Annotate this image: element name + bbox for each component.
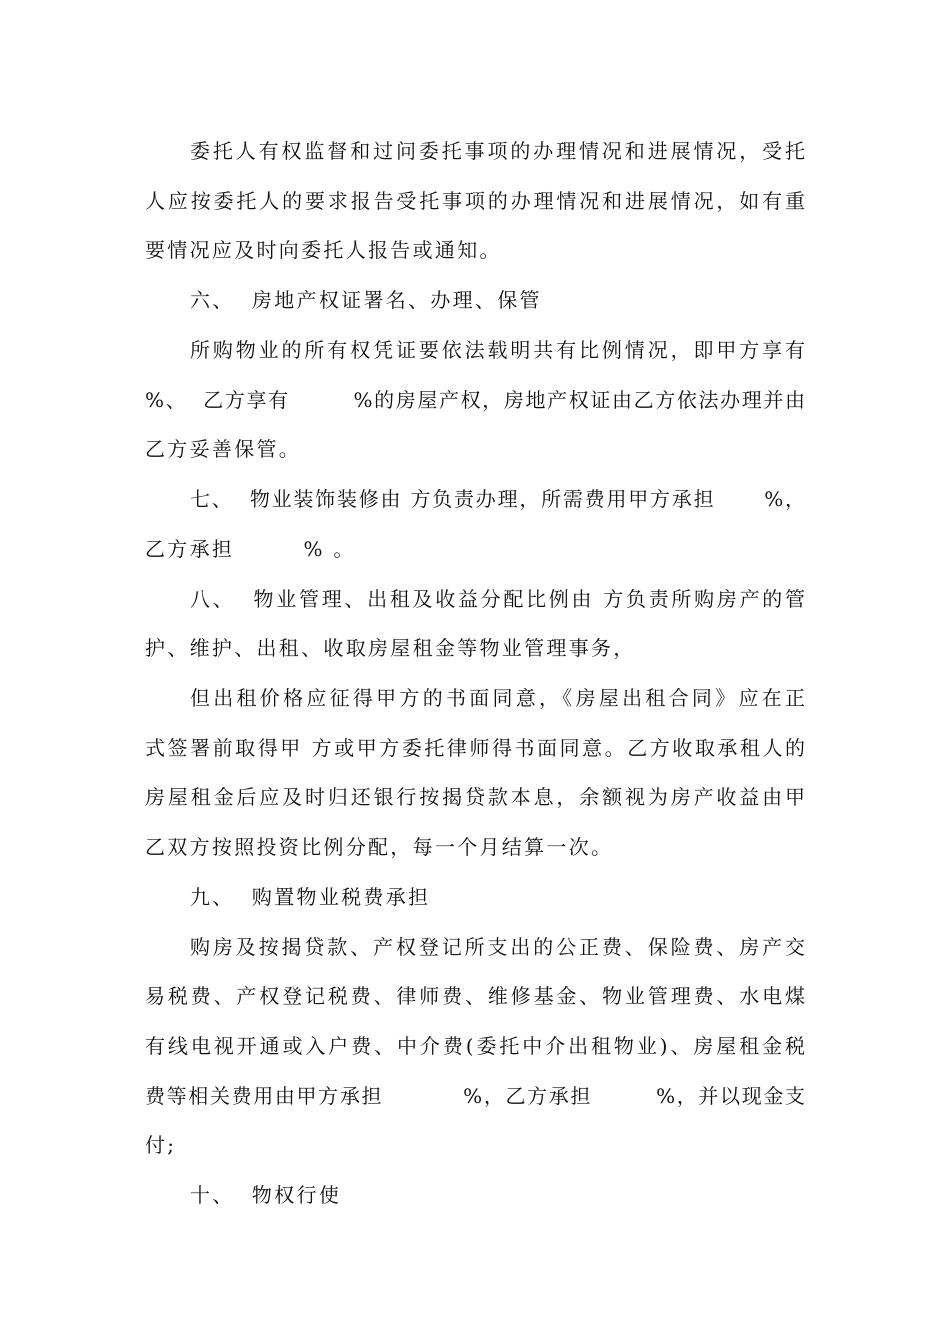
paragraph-line: 乙方承担 % 。 [145, 537, 356, 561]
paragraph-line: 费等相关费用由甲方承担 %，乙方承担 %，并以现金支 [145, 1084, 805, 1108]
paragraph-line: 要情况应及时向委托人报告或通知。 [145, 238, 502, 262]
paragraph-line: 人应按委托人的要求报告受托事项的办理情况和进展情况，如有重 [145, 189, 805, 213]
paragraph-line: 式签署前取得甲 方或甲方委托律师得书面同意。乙方收取承租人的 [145, 736, 805, 760]
paragraph-line: 购房及按揭贷款、产权登记所支出的公正费、保险费、房产交 [190, 935, 805, 959]
paragraph-line: 所购物业的所有权凭证要依法载明共有比例情况，即甲方享有 [190, 338, 805, 362]
section-heading-8: 八、 物业管理、出租及收益分配比例由 方负责所购房产的管 [190, 587, 805, 611]
section-heading-9: 九、 购置物业税费承担 [190, 885, 431, 909]
paragraph-line: 有线电视开通或入户费、中介费(委托中介出租物业)、房屋租金税 [145, 1034, 805, 1058]
paragraph-line: %、 乙方享有 %的房屋产权，房地产权证由乙方依法办理并由 [145, 388, 805, 412]
paragraph-line: 护、维护、出租、收取房屋租金等物业管理事务， [145, 636, 636, 660]
paragraph-line: 房屋租金后应及时归还银行按揭贷款本息，余额视为房产收益由甲 [145, 785, 805, 809]
section-heading-7: 七、 物业装饰装修由 方负责办理，所需费用甲方承担 %， [190, 487, 805, 511]
paragraph-line: 委托人有权监督和过问委托事项的办理情况和进展情况，受托 [190, 139, 805, 163]
paragraph-line: 但出租价格应征得甲方的书面同意，《房屋出租合同》应在正 [190, 686, 805, 710]
paragraph-line: 付; [145, 1133, 177, 1157]
paragraph-line: 乙方妥善保管。 [145, 437, 302, 461]
paragraph-line: 易税费、产权登记税费、律师费、维修基金、物业管理费、水电煤 [145, 984, 805, 1008]
paragraph-line: 乙双方按照投资比例分配，每一个月结算一次。 [145, 835, 614, 859]
section-heading-10: 十、 物权行使 [190, 1183, 342, 1207]
section-heading-6: 六、 房地产权证署名、办理、保管 [190, 288, 542, 312]
